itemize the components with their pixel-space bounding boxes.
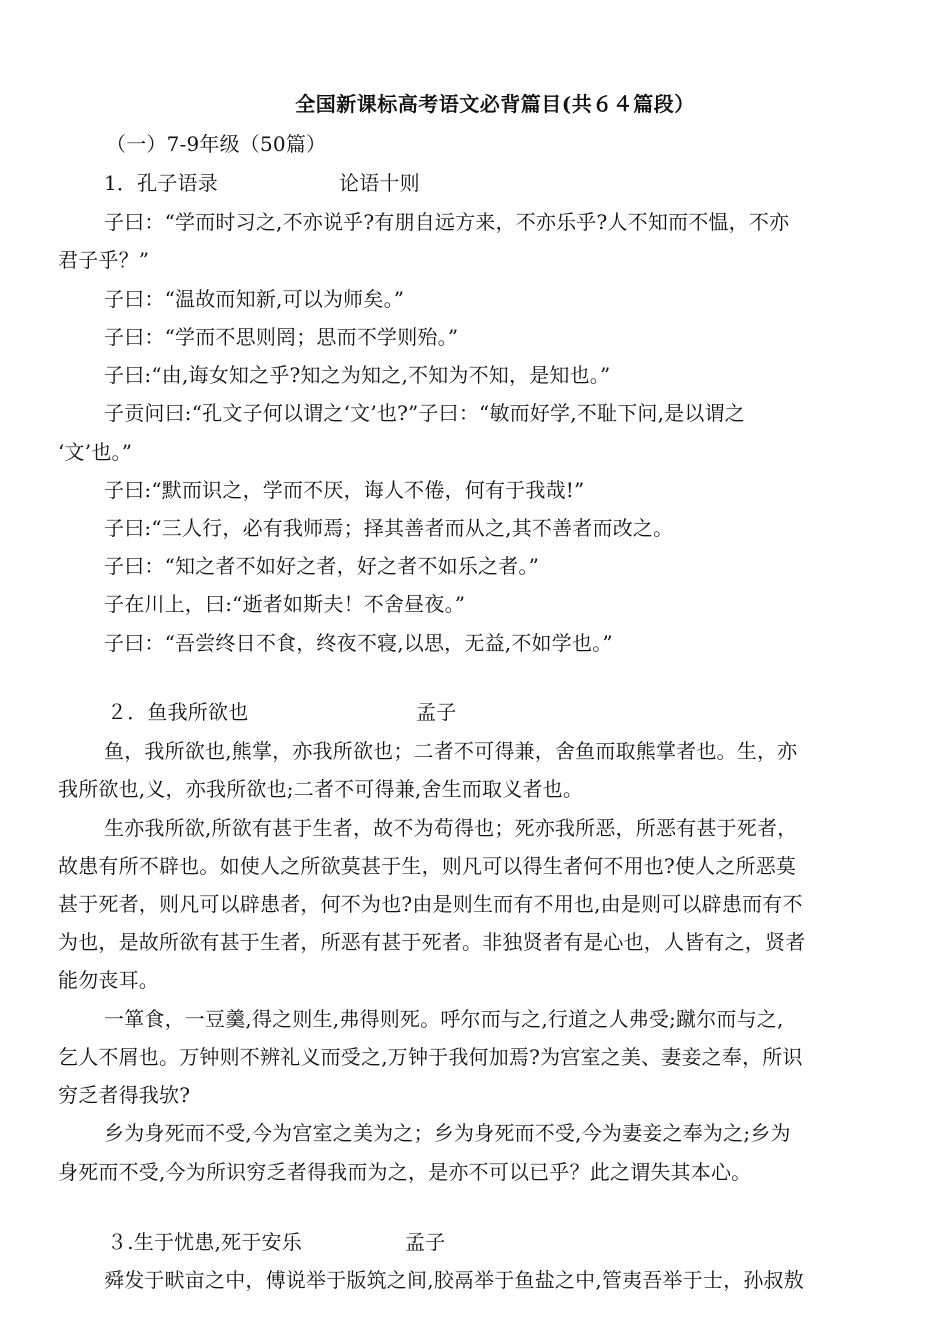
paragraph-line: 穷乏者得我欤? — [58, 1083, 191, 1107]
paragraph-line: 能勿丧耳。 — [58, 968, 159, 992]
paragraph-line: 我所欲也,义，亦我所欲也;二者不可得兼,舍生而取义者也。 — [58, 777, 584, 801]
paragraph-line: 舜发于畎亩之中，傅说举于版筑之间,胶鬲举于鱼盐之中,管夷吾举于士，孙叔敖 — [104, 1268, 804, 1292]
paragraph-line: 君子乎？” — [58, 248, 150, 272]
section-1-heading — [104, 171, 218, 195]
paragraph-line: 子在川上，曰:“逝者如斯夫！不舍昼夜。” — [104, 592, 466, 616]
section-2-heading: ２．鱼我所欲也 — [107, 700, 249, 724]
paragraph-line: 身死而不受,今为所识穷乏者得我而为之，是亦不可以已乎？此之谓失其本心。 — [58, 1160, 752, 1184]
paragraph-line: 生亦我所欲,所欲有甚于生者，故不为苟得也；死亦我所恶，所恶有甚于死者， — [104, 816, 798, 840]
paragraph-line: 子贡问曰:“孔文子何以谓之‘文’也?”子曰：“敏而好学,不耻下问,是以谓之 — [104, 401, 745, 425]
paragraph-line: 鱼，我所欲也,熊掌，亦我所欲也；二者不可得兼，舍鱼而取熊掌者也。生，亦 — [104, 739, 798, 763]
paragraph-line: 子曰：“学而时习之,不亦说乎?有朋自远方来，不亦乐乎?人不知而不愠，不亦 — [104, 210, 790, 234]
paragraph-line: 子曰:“由,诲女知之乎?知之为知之,不知为不知，是知也。” — [104, 363, 611, 387]
paragraph-line: 一箪食，一豆羹,得之则生,弗得则死。呼尔而与之,行道之人弗受;蹴尔而与之, — [104, 1007, 784, 1031]
section-3-heading: ３.生于忧患,死于安乐 — [107, 1230, 302, 1254]
document-title: 全国新课标高考语文必背篇目(共６４篇段） — [295, 92, 695, 116]
section-1-author: 论语十则 — [339, 171, 420, 195]
section-3-author: 孟子 — [405, 1230, 446, 1254]
paragraph-line: 子曰：“吾尝终日不食，终夜不寝,以思，无益,不如学也。” — [104, 631, 613, 655]
paragraph-line: 子曰：“温故而知新,可以为师矣。” — [104, 287, 405, 311]
grade-subtitle: （一）7-9年级（50篇） — [106, 132, 327, 156]
paragraph-line: ‘文’也。” — [58, 440, 133, 464]
section-heading-text: 1．孔子语录 — [104, 171, 218, 195]
paragraph-line: 乞人不屑也。万钟则不辨礼义而受之,万钟于我何加焉?为宫室之美、妻妾之奉，所识 — [58, 1045, 803, 1069]
paragraph-line: 子曰：“学而不思则罔；思而不学则殆。” — [104, 325, 459, 349]
paragraph-line: 子曰:“三人行，必有我师焉；择其善者而从之,其不善者而改之。 — [104, 516, 674, 540]
paragraph-line: 子曰：“知之者不如好之者，好之者不如乐之者。” — [104, 554, 540, 578]
paragraph-line: 为也，是故所欲有甚于生者，所恶有甚于死者。非独贤者有是心也，人皆有之，贤者 — [58, 930, 806, 954]
section-2-author: 孟子 — [416, 700, 457, 724]
paragraph-line: 甚于死者，则凡可以辟患者，何不为也?由是则生而有不用也,由是则可以辟患而有不 — [58, 892, 803, 916]
paragraph-line: 乡为身死而不受,今为宫室之美为之；乡为身死而不受,今为妻妾之奉为之;乡为 — [104, 1121, 791, 1145]
paragraph-line: 故患有所不辟也。如使人之所欲莫甚于生，则凡可以得生者何不用也?使人之所恶莫 — [58, 854, 797, 878]
paragraph-line: 子曰:“默而识之，学而不厌，诲人不倦，何有于我哉!” — [104, 478, 585, 502]
